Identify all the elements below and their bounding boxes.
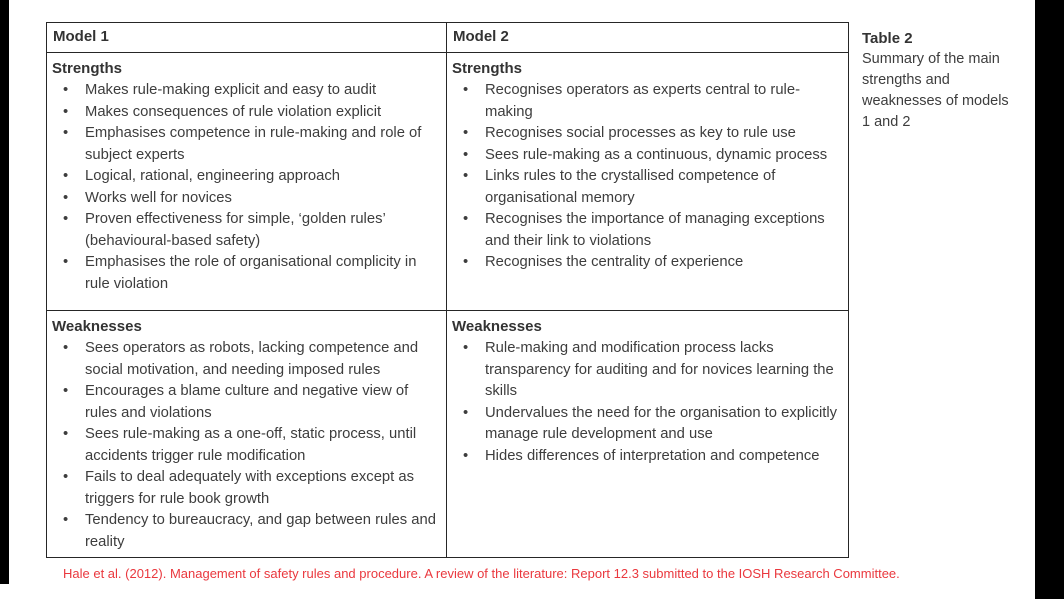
list-item: • Emphasises the role of organisational complicity in rule violation <box>52 252 443 295</box>
model1-weaknesses-cell <box>47 311 447 558</box>
strengths-row <box>47 53 849 311</box>
weaknesses-row <box>47 311 849 558</box>
list-item: • Recognises the importance of managing exceptions and their link to violations <box>452 209 845 252</box>
table-header-row <box>47 23 849 53</box>
model1-weaknesses-list <box>52 338 443 553</box>
model1-strengths-list <box>52 80 443 295</box>
list-item: • Emphasises competence in rule-making and role of subject experts <box>52 123 443 166</box>
list-item: • Hides differences of interpretation and competence <box>452 446 845 468</box>
table-caption-title: Table 2 <box>862 30 913 47</box>
list-item: • Logical, rational, engineering approach <box>52 166 443 188</box>
viewer-left-black-bar <box>0 0 9 584</box>
model2-strengths-list <box>452 80 845 274</box>
list-item: • Sees rule-making as a one-off, static process, until accidents trigger rule modification <box>52 424 443 467</box>
list-item: • Encourages a blame culture and negative view of rules and violations <box>52 381 443 424</box>
list-item: • Undervalues the need for the organisation to explicitly manage rule development and use <box>452 403 845 446</box>
viewer-right-black-bar <box>1035 0 1064 599</box>
list-item: • Recognises social processes as key to rule use <box>452 123 845 145</box>
model1-strengths-cell <box>47 53 447 311</box>
list-item: • Recognises operators as experts central to rule-making <box>452 80 845 123</box>
list-item: • Works well for novices <box>52 188 443 210</box>
list-item: • Fails to deal adequately with exceptions except as triggers for rule book growth <box>52 467 443 510</box>
list-item: • Rule-making and modification process lacks transparency for auditing and for novices learning the skills <box>452 338 845 403</box>
model1-header: Model 1 <box>47 23 447 53</box>
model2-strengths-label: Strengths <box>452 60 523 77</box>
model2-weaknesses-list <box>452 338 845 467</box>
model1-weaknesses-label: Weaknesses <box>52 318 142 335</box>
model1-strengths-label: Strengths <box>52 60 123 77</box>
list-item: • Makes consequences of rule violation explicit <box>52 102 443 124</box>
list-item: • Links rules to the crystallised competence of organisational memory <box>452 166 845 209</box>
list-item: • Makes rule-making explicit and easy to audit <box>52 80 443 102</box>
table-caption <box>862 28 1014 133</box>
source-citation: Hale et al. (2012). Management of safety rules and procedure. A review of the literature: Report 12.3 submitted to the IOSH Research Committee. <box>63 566 900 581</box>
list-item: • Recognises the centrality of experience <box>452 252 845 274</box>
model2-weaknesses-cell <box>447 311 849 558</box>
model2-header: Model 2 <box>447 23 849 53</box>
list-item: • Proven effectiveness for simple, ‘golden rules’ (behavioural-based safety) <box>52 209 443 252</box>
list-item: • Sees operators as robots, lacking competence and social motivation, and needing imposed rules <box>52 338 443 381</box>
model2-weaknesses-label: Weaknesses <box>452 318 542 335</box>
models-comparison-table <box>46 22 849 558</box>
model2-strengths-cell <box>447 53 849 311</box>
list-item: • Sees rule-making as a continuous, dynamic process <box>452 145 845 167</box>
list-item: • Tendency to bureaucracy, and gap between rules and reality <box>52 510 443 553</box>
table-caption-text: Summary of the main strengths and weaknesses of models 1 and 2 <box>862 51 1009 130</box>
